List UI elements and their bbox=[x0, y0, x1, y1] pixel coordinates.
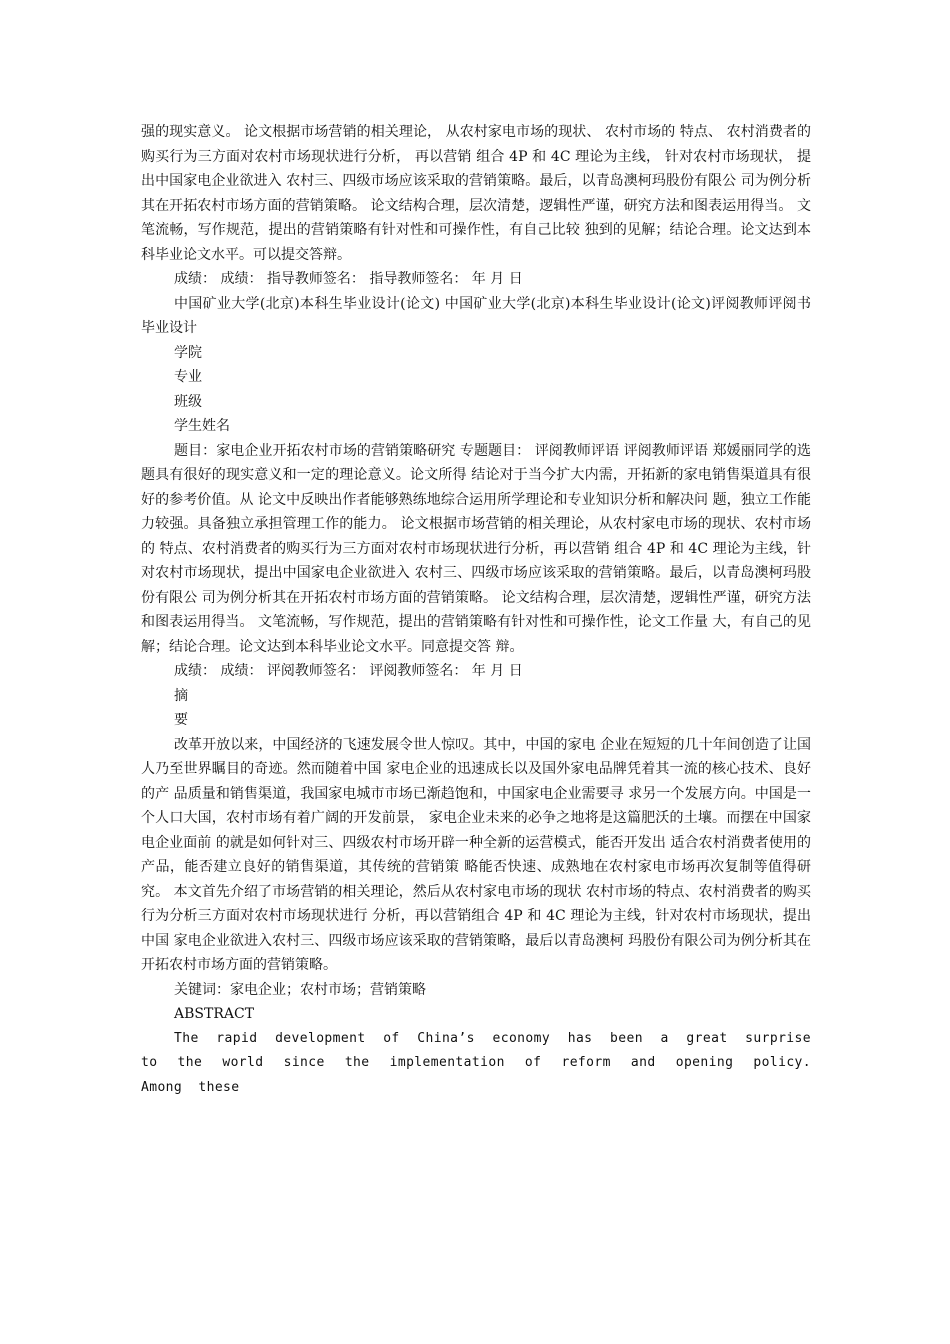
abstract-heading-char-2: 要 bbox=[174, 712, 188, 728]
major-field-label: 专业 bbox=[174, 369, 202, 385]
review-comment-paragraph: 强的现实意义。 论文根据市场营销的相关理论， 从农村家电市场的现状、 农村市场的 特点、 农村消费者的购买行为三方面对农村市场现状进行分析， 再以营销 组合 4P 和 4C 理论为主线， 针对农村市场现状， 提出中国家电企业欲进入 农村三、四级市场应该采取的营销策略。最后，以青岛澳柯玛股份有限公 司为例分析其在开拓农村市场方面的营销策略。 论文结构合理，层次清楚，逻辑性严谨，研究方法和图表运用得当。 文笔流畅，写作规范，提出的营销策略有针对性和可操作性，有自己比较 独到的见解；结论合理。论文达到本科毕业论文水平。可以提交答辩。 bbox=[141, 124, 811, 263]
student-name-field-label: 学生姓名 bbox=[174, 418, 230, 434]
abstract-heading-char-1: 摘 bbox=[174, 687, 188, 704]
class-field-label: 班级 bbox=[174, 393, 202, 410]
reviewer-grade-signature-line: 成绩： 成绩： 评阅教师签名： 评阅教师签名： 年 月 日 bbox=[174, 663, 523, 679]
college-field-label: 学院 bbox=[174, 344, 202, 361]
english-abstract-heading: ABSTRACT bbox=[174, 1006, 255, 1022]
keywords-line: 关键词：家电企业；农村市场；营销策略 bbox=[174, 981, 426, 998]
abstract-body-paragraph: 改革开放以来，中国经济的飞速发展令世人惊叹。其中，中国的家电 企业在短短的几十年间创造了让国人乃至世界瞩目的奇迹。然而随着中国 家电企业的迅速成长以及国外家电品牌凭着其一流的核心技术、良好的产 品质量和销售渠道，我国家电城市市场已渐趋饱和，中国家电企业需要寻 求另一个发展方向。中国是一个人口大国，农村市场有着广阔的开发前景， 家电企业未来的必争之地将是这篇肥沃的土壤。而摆在中国家电企业面前 的就是如何针对三、四级农村市场开辟一种全新的运营模式，能否开发出 适合农村消费者使用的产品，能否建立良好的销售渠道，其传统的营销策 略能否快速、成熟地在农村家电市场再次复制等值得研究。 本文首先介绍了市场营销的相关理论，然后从农村家电市场的现状 农村市场的特点、农村消费者的购买行为分析三方面对农村市场现状进行 分析，再以营销组合 4P 和 4C 理论为主线，针对农村市场现状，提出中国 家电企业欲进入农村三、四级市场应该采取的营销策略，最后以青岛澳柯 玛股份有限公司为例分析其在开拓农村市场方面的营销策略。 bbox=[141, 736, 811, 973]
evaluation-form-title: 中国矿业大学(北京)本科生毕业设计(论文) 中国矿业大学(北京)本科生毕业设计(论文)评阅教师评阅书 毕业设计 bbox=[141, 295, 811, 336]
reviewer-comment-paragraph: 题目：家电企业开拓农村市场的营销策略研究 专题题目： 评阅教师评语 评阅教师评语 郑媛丽同学的选题具有很好的现实意义和一定的理论意义。论文所得 结论对于当今扩大内需，开拓新的家电销售渠道具有很好的参考价值。从 论文中反映出作者能够熟练地综合运用所学理论和专业知识分析和解决问 题，独立工作能力较强。具备独立承担管理工作的能力。 论文根据市场营销的相关理论，从农村家电市场的现状、农村市场的 特点、农村消费者的购买行为三方面对农村市场现状进行分析，再以营销 组合 4P 和 4C 理论为主线，针对农村市场现状，提出中国家电企业欲进入 农村三、四级市场应该采取的营销策略。最后，以青岛澳柯玛股份有限公 司为例分析其在开拓农村市场方面的营销策略。 论文结构合理，层次清楚，逻辑性严谨，研究方法和图表运用得当。 文笔流畅，写作规范，提出的营销策略有针对性和可操作性，论文工作量 大，有自己的见解；结论合理。论文达到本科毕业论文水平。同意提交答 辩。 bbox=[141, 442, 811, 655]
english-abstract-paragraph: The rapid development of China’s economy has been a great surprise to the world since the implementation of reform and opening policy. Among these bbox=[141, 1030, 811, 1095]
advisor-grade-signature-line: 成绩： 成绩： 指导教师签名： 指导教师签名： 年 月 日 bbox=[174, 271, 523, 287]
document-page bbox=[141, 120, 811, 1100]
